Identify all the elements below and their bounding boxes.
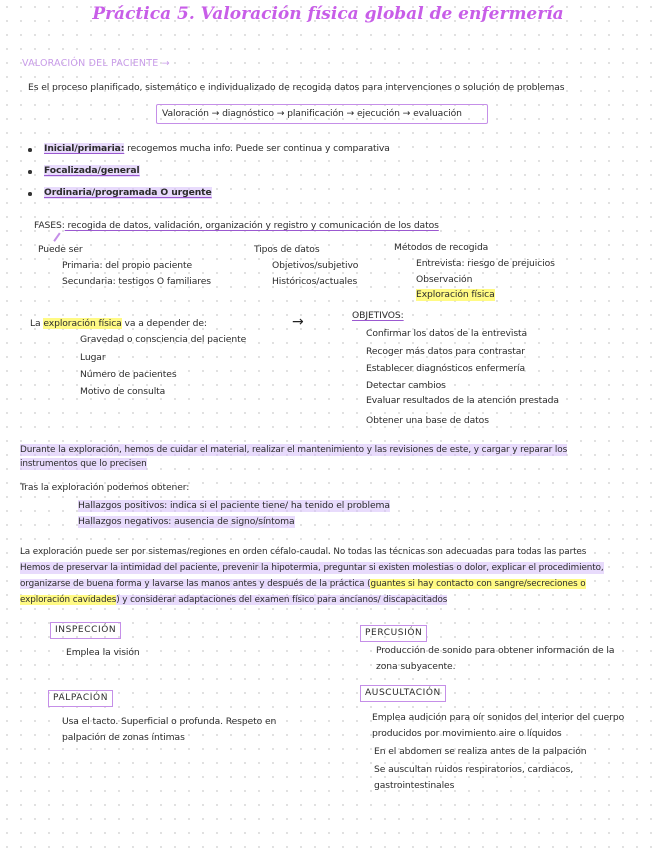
right-arrow-icon: →	[292, 314, 304, 330]
inspection-label: INSPECCIÓN	[50, 622, 121, 639]
objective-item: Confirmar los datos de la entrevista	[366, 328, 528, 339]
methods-heading: Métodos de recogida	[394, 242, 489, 253]
positive-findings: Hallazgos positivos: indica si el paciente tiene/ ha tenido el problema	[78, 500, 390, 511]
method-physical-exam: Exploración física	[416, 289, 495, 300]
systems-line-3b: guantes si hay contacto con sangre/secreciones o	[370, 579, 586, 589]
exploration-depends-post: va a depender de:	[121, 318, 207, 329]
bullet-icon	[28, 170, 32, 174]
objective-item: Establecer diagnósticos enfermería	[366, 363, 526, 374]
auscultation-desc-3: En el abdomen se realiza antes de la palpación	[374, 746, 587, 757]
data-types-line2: Históricos/actuales	[272, 276, 358, 287]
type-focused: Focalizada/general	[44, 165, 140, 176]
data-types-line1: Objetivos/subjetivo	[272, 260, 359, 271]
exploration-depends-text	[30, 318, 207, 330]
palpation-desc-1: Usa el tacto. Superficial o profunda. Respeto en	[62, 716, 277, 727]
can-be-primary: Primaria: del propio paciente	[62, 260, 193, 271]
bullet-icon	[28, 192, 32, 196]
during-line-1: Durante la exploración, hemos de cuidar el material, realizar el mantenimiento y las revisiones de este, y cargar y reparar los	[20, 445, 568, 455]
method-interview: Entrevista: riesgo de prejuicios	[416, 258, 555, 269]
phases-desc: recogida de datos, validación, organización y registro y comunicación de los datos	[64, 220, 439, 231]
systems-line-3	[20, 578, 586, 590]
negative-findings: Hallazgos negativos: ausencia de signo/síntoma	[78, 516, 295, 527]
process-chain: Valoración → diagnóstico → planificación → ejecución → evaluación	[162, 108, 462, 119]
percussion-desc-2: zona subyacente.	[376, 661, 456, 672]
inspection-desc: Emplea la visión	[66, 647, 140, 658]
systems-line-4c: ) y considerar adaptaciones del examen físico para ancianos/ discapacitados	[116, 595, 448, 605]
phases-prefix: FASES:	[34, 220, 65, 231]
bullet-icon	[28, 148, 32, 152]
objectives-heading: OBJETIVOS:	[352, 310, 404, 321]
percussion-label: PERCUSIÓN	[360, 625, 427, 642]
depends-item: Gravedad o consciencia del paciente	[80, 334, 247, 345]
connector-tick-icon	[53, 232, 60, 241]
depends-item: Lugar	[80, 352, 106, 363]
auscultation-desc-5: gastrointestinales	[374, 780, 455, 791]
auscultation-desc-4: Se auscultan ruidos respiratorios, cardiacos,	[374, 764, 574, 775]
systems-line-4b: cavidades	[72, 595, 117, 605]
type-initial-term: Inicial/primaria:	[44, 143, 125, 154]
can-be-secondary: Secundaria: testigos O familiares	[62, 276, 211, 287]
after-heading: Tras la exploración podemos obtener:	[20, 482, 190, 493]
systems-line-2: Hemos de preservar la intimidad del paciente, prevenir la hipotermia, preguntar si existen molestias o dolor, explicar el procedimiento,	[20, 563, 604, 573]
palpation-label: PALPACIÓN	[48, 690, 113, 707]
exploration-depends-hl: exploración física	[43, 318, 122, 329]
objective-item: Obtener una base de datos	[366, 415, 489, 426]
phases-text	[34, 220, 439, 232]
section-label: VALORACIÓN DEL PACIENTE →	[22, 58, 170, 69]
exploration-depends-pre: La	[30, 318, 44, 329]
method-observation: Observación	[416, 274, 473, 285]
systems-line-1: La exploración puede ser por sistemas/regiones en orden céfalo-caudal. No todas las técnicas son adecuadas para todas las partes	[20, 547, 587, 557]
during-line-2: instrumentos que lo precisen	[20, 459, 147, 469]
definition-text: Es el proceso planificado, sistemático e individualizado de recogida datos para intervenciones o solución de problemas	[28, 82, 565, 93]
depends-item: Número de pacientes	[80, 369, 177, 380]
type-initial-desc: recogemos mucha info. Puede ser continua y comparativa	[124, 143, 390, 154]
type-ordinary: Ordinaria/programada O urgente	[44, 187, 212, 198]
objective-item: Detectar cambios	[366, 380, 446, 391]
objective-item: Evaluar resultados de la atención prestada	[366, 395, 559, 406]
depends-item: Motivo de consulta	[80, 386, 166, 397]
page-title: Práctica 5. Valoración física global de enfermería	[92, 4, 564, 24]
auscultation-desc-2: producidos por movimiento aire o líquidos	[372, 728, 562, 739]
type-initial	[44, 143, 390, 155]
data-types-heading: Tipos de datos	[254, 244, 320, 255]
can-be-heading: Puede ser	[38, 244, 83, 255]
auscultation-desc-1: Emplea audición para oír sonidos del interior del cuerpo	[372, 712, 625, 723]
palpation-desc-2: palpación de zonas íntimas	[62, 732, 185, 743]
systems-line-3a: organizarse de buena forma y lavarse las manos antes y después de la práctica (	[20, 579, 371, 589]
systems-line-4a: exploración	[20, 595, 73, 605]
systems-line-4	[20, 594, 447, 606]
percussion-desc-1: Producción de sonido para obtener información de la	[376, 645, 615, 656]
auscultation-label: AUSCULTACIÓN	[360, 685, 446, 702]
objective-item: Recoger más datos para contrastar	[366, 346, 525, 357]
